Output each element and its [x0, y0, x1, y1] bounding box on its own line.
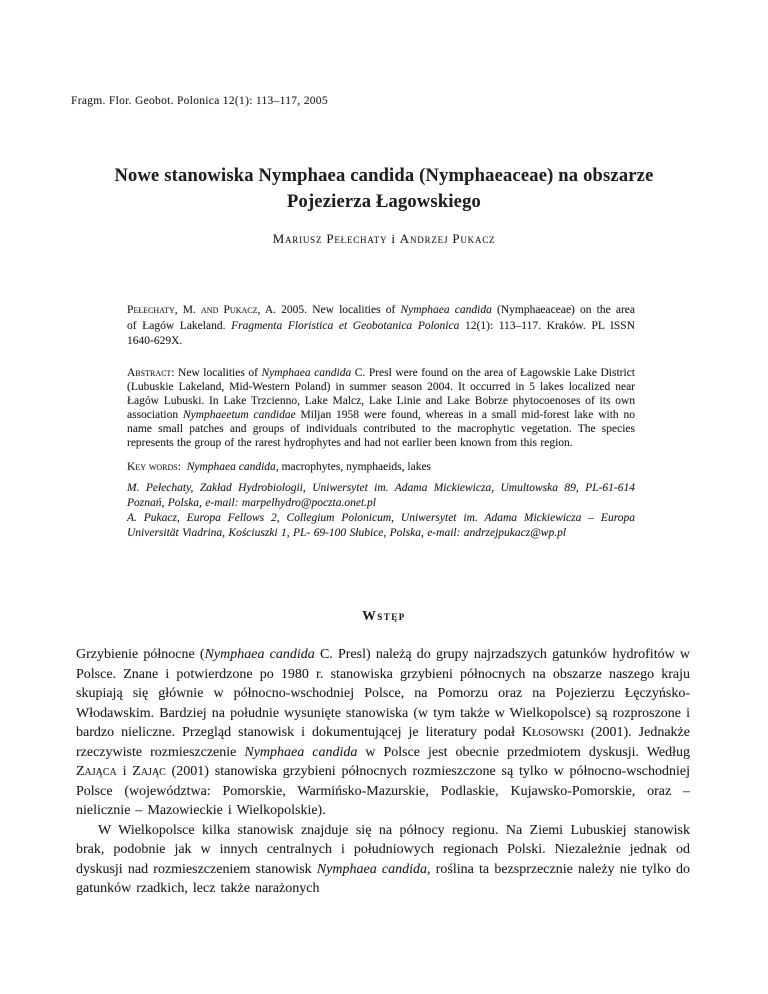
- intro-paragraph-2: W Wielkopolsce kilka stanowisk znajduje się na północy regionu. Na Ziemi Lubuskiej stanowisk brak, podobnie jak w innych centralnych i południowych regionach Polski. Niezależnie jednak od dyskusji nad rozmieszczeniem stanowisk Nymphaea candida, roślina ta bezsprzecznie należy nie tylko do gatunków rzadkich, lecz także narażonych: [76, 822, 691, 896]
- authors-line: Mariusz Pełechaty i Andrzej Pukacz: [272, 231, 496, 246]
- article-title-line-2: Pojezierza Łagowskiego: [287, 192, 481, 212]
- article-title-line-1: Nowe stanowiska Nymphaea candida (Nymphaeaceae) na obszarze: [114, 166, 654, 186]
- abstract-paragraph: Abstract: New localities of Nymphaea candida C. Presl were found on the area of Łagowskie Lake District (Lubuskie Lakeland, Mid-Western Poland) in summer season 2004. It occurred in 5 lakes localized near Łagów Lubuski. In Lake Trzcienno, Lake Malcz, Lake Linie and Lake Bobrze phytocoenoses of its own association Nymphaeetum candidae Miljan 1958 were found, whereas in a small mid-forest lake with no name small patches and groups of individuals contributed to the macrophytic vegetation. The species represents the group of the rarest hydrophytes and had not earlier been known from this region.: [127, 366, 635, 449]
- section-heading-wstep: Wstęp: [362, 608, 406, 623]
- journal-citation-header: Fragm. Flor. Geobot. Polonica 12(1): 113–117, 2005: [71, 95, 328, 107]
- introduction-body: [76, 645, 690, 899]
- author-address-2: A. Pukacz, Europa Fellows 2, Collegium Polonicum, Uniwersytet im. Adama Mickiewicza – Europa Universität Viadrina, Kościuszki 1, PL- 69-100 Słubice, Polska, e-mail: andrzejpukacz@wp.pl: [127, 511, 635, 539]
- reference-citation: Pełechaty, M. and Pukacz, A. 2005. New localities of Nymphaea candida (Nymphaeaceae) on the area of Łagów Lakeland. Fragmenta Floristica et Geobotanica Polonica 12(1): 113–117. Kraków. PL ISSN 1640-629X.: [127, 304, 636, 347]
- front-matter-block: [127, 303, 635, 541]
- intro-paragraph-1: Grzybienie północne (Nymphaea candida C. Presl) należą do grupy najrzadszych gatunków hydrofitów w Polsce. Znane i potwierdzone po 1980 r. stanowiska grzybieni północnych na obszarze naszego kraju skupiają się głównie w północno-wschodniej Polsce, na Pomorzu oraz na Pojezierzu Łęczyńsko-Włodawskim. Bardziej na południe wysunięte stanowiska (w tym także w Wielkopolsce) są rozproszone i bardzo nieliczne. Przegląd stanowisk i dokumentującej je literatury podał Kłosowski (2001). Jednakże rzeczywiste rozmieszczenie Nymphaea candida w Polsce jest obecnie przedmiotem dyskusji. Według Zająca i Zając (2001) stanowiska grzybieni północnych rozmieszczone są tylko w północno-wschodniej Polsce (województwa: Pomorskie, Warmińsko-Mazurskie, Podlaskie, Kujawsko-Pomorskie, oraz – nielicznie – Mazowieckie i Wielkopolskie).: [76, 647, 691, 818]
- author-address-1: M. Pełechaty, Zakład Hydrobiologii, Uniwersytet im. Adama Mickiewicza, Umultowska 89, PL-61-614 Poznań, Polska, e-mail: marpelhydro@poczta.onet.pl: [127, 481, 635, 509]
- keywords-line: Key words: Nymphaea candida, macrophytes, nymphaeids, lakes: [127, 460, 432, 473]
- article-title: [76, 163, 692, 215]
